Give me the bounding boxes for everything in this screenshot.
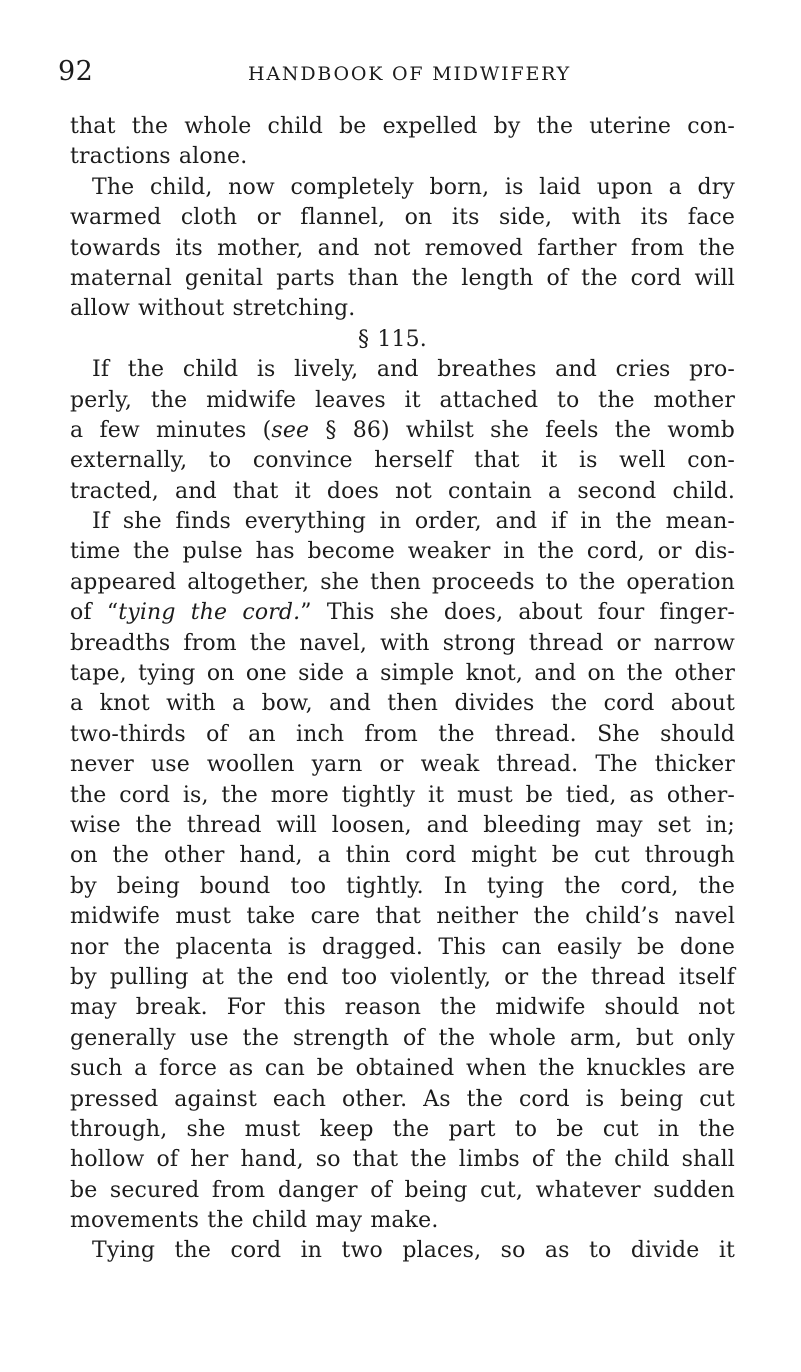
- text-line: If she finds everything in order, and if in the mean-: [92, 509, 735, 535]
- text-line: generally use the strength of the whole arm, but only: [70, 1025, 735, 1051]
- text-line: If the child is lively, and breathes and cries pro-: [92, 357, 735, 383]
- text-line: tractions alone.: [70, 144, 248, 170]
- text-line: externally, to convince herself that it is well con-: [70, 448, 735, 474]
- italic-text: tying the cord.: [118, 600, 301, 626]
- italic-text: see: [271, 417, 310, 443]
- page-header: [58, 56, 758, 96]
- text-line: of “tying the cord.” This she does, about four finger-: [70, 600, 736, 626]
- text-line: allow without stretching.: [70, 296, 356, 322]
- text-line: by being bound too tightly. In tying the cord, the: [70, 873, 735, 899]
- text-line: movements the child may make.: [70, 1208, 439, 1234]
- page-number: 92: [58, 56, 94, 87]
- text-line: tape, tying on one side a simple knot, and on the other: [70, 661, 735, 687]
- text-line: appeared altogether, she then proceeds to the operation: [70, 569, 735, 595]
- text-line: hollow of her hand, so that the limbs of the child shall: [70, 1147, 735, 1173]
- text-line: tracted, and that it does not contain a second child.: [70, 478, 735, 504]
- section-heading: § 115.: [358, 326, 427, 352]
- text-line: such a force as can be obtained when the knuckles are: [70, 1056, 735, 1082]
- text-line: through, she must keep the part to be cut in the: [70, 1116, 735, 1142]
- text-line: that the whole child be expelled by the uterine con-: [70, 114, 735, 139]
- text-line: be secured from danger of being cut, whatever sudden: [70, 1177, 735, 1203]
- running-head: HANDBOOK OF MIDWIFERY: [248, 63, 571, 85]
- text-line: midwife must take care that neither the child’s navel: [70, 904, 735, 930]
- text-line: breadths from the navel, with strong thread or narrow: [70, 630, 735, 656]
- text-line: towards its mother, and not removed farther from the: [70, 235, 735, 261]
- text-line: nor the placenta is dragged. This can easily be done: [70, 934, 735, 960]
- text-line: Tying the cord in two places, so as to divide it: [92, 1238, 735, 1264]
- text-line: never use woollen yarn or weak thread. The thicker: [70, 752, 735, 778]
- text-line: a knot with a bow, and then divides the cord about: [70, 691, 735, 717]
- text-line: time the pulse has become weaker in the cord, or dis-: [70, 539, 735, 565]
- text-line: maternal genital parts than the length of the cord will: [70, 265, 735, 291]
- text-line: wise the thread will loosen, and bleeding may set in;: [70, 812, 735, 838]
- text-line: a few minutes (see § 86) whilst she feels the womb: [70, 417, 735, 443]
- body-text: [70, 112, 735, 1267]
- text-line: pressed against each other. As the cord is being cut: [70, 1086, 735, 1112]
- text-line: warmed cloth or flannel, on its side, with its face: [70, 205, 735, 231]
- text-line: on the other hand, a thin cord might be cut through: [70, 843, 735, 869]
- text-line: by pulling at the end too violently, or the thread itself: [70, 964, 735, 990]
- text-line: two-thirds of an inch from the thread. She should: [70, 721, 735, 747]
- text-line: may break. For this reason the midwife should not: [70, 995, 735, 1021]
- text-line: The child, now completely born, is laid upon a dry: [92, 174, 735, 200]
- text-line: the cord is, the more tightly it must be tied, as other-: [70, 782, 735, 808]
- text-line: perly, the midwife leaves it attached to the mother: [70, 387, 735, 413]
